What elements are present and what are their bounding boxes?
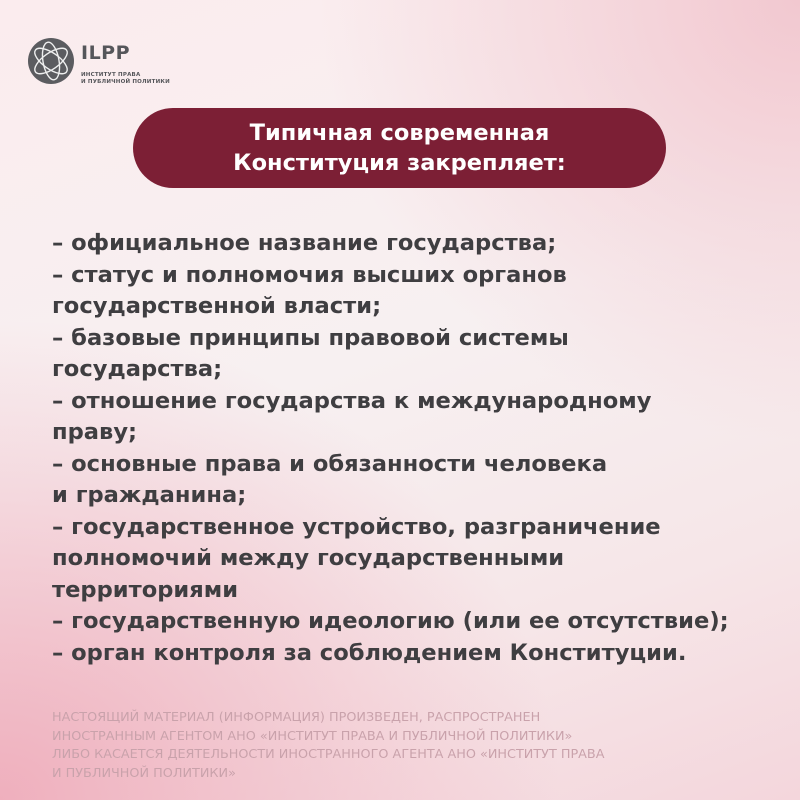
list-line: – официальное название государства; [52,230,557,256]
logo-subtitle-line2: И ПУБЛИЧНОЙ ПОЛИТИКИ [81,79,170,85]
disclaimer-line: ИНОСТРАННЫМ АГЕНТОМ АНО «ИНСТИТУТ ПРАВА И ПУБЛИЧНОЙ ПОЛИТИКИ» [52,728,573,744]
list-line: – государственную идеологию (или ее отсутствие); [52,608,729,634]
list-line: полномочий между государственными [52,545,565,571]
constitution-items-list [52,228,792,669]
title-line1: Типичная современная [249,120,550,146]
list-line: – базовые принципы правовой системы [52,324,569,351]
list-line: праву; [52,419,138,445]
title-line2: Конституция закрепляет: [233,150,566,176]
title-banner [133,108,666,188]
disclaimer-line: НАСТОЯЩИЙ МАТЕРИАЛ (ИНФОРМАЦИЯ) ПРОИЗВЕДЕН, РАСПРОСТРАНЕН [52,710,541,725]
logo-subtitle-line1: ИНСТИТУТ ПРАВА [81,72,141,78]
ilpp-logo-icon [27,37,75,85]
logo-subtitle [81,72,170,86]
disclaimer-line: ЛИБО КАСАЕТСЯ ДЕЯТЕЛЬНОСТИ ИНОСТРАННОГО АГЕНТА АНО «ИНСТИТУТ ПРАВА [52,747,605,762]
logo-name: ILPP [81,42,131,64]
logo [27,37,170,86]
list-line: территориями [52,576,239,603]
list-line: – статус и полномочия высших органов [52,261,567,288]
foreign-agent-disclaimer [52,709,772,783]
list-line: – орган контроля за соблюдением Конституции. [52,639,687,666]
list-line: – государственное устройство, разграничение [52,513,661,540]
list-line: – основные права и обязанности человека [52,450,608,477]
list-line: государства; [52,356,223,382]
list-line: и гражданина; [52,482,247,508]
disclaimer-line: И ПУБЛИЧНОЙ ПОЛИТИКИ» [52,765,236,781]
list-line: – отношение государства к международному [52,387,652,414]
list-line: государственной власти; [52,293,382,319]
